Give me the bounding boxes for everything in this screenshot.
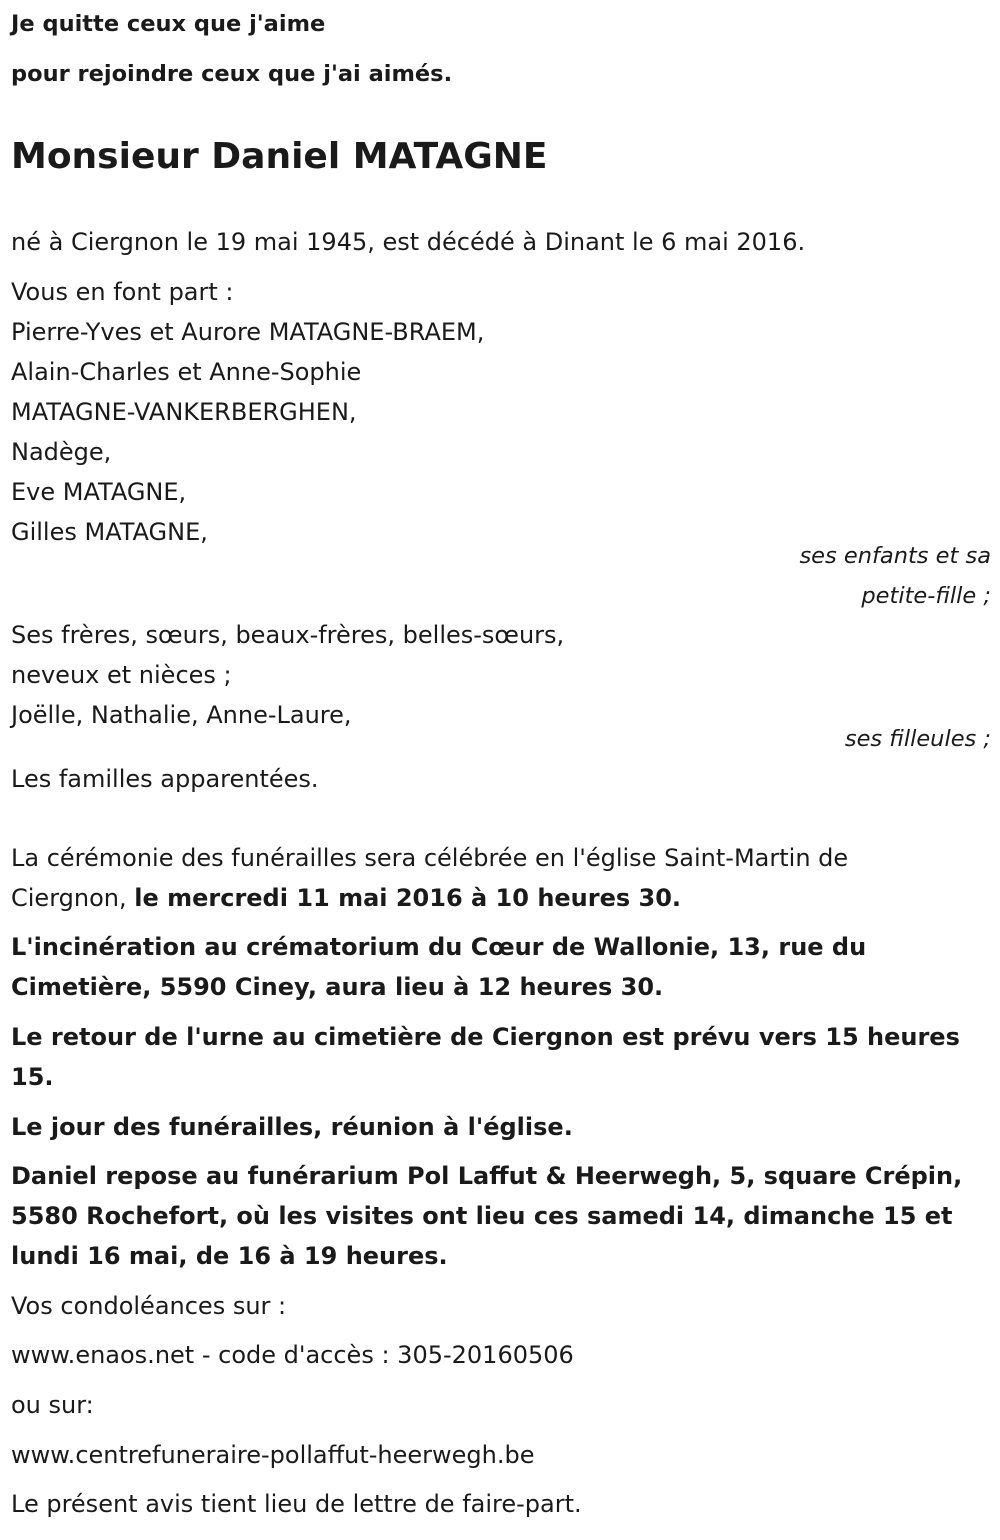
children-line-4: Nadège, xyxy=(11,438,112,466)
viewing-line-3: lundi 16 mai, de 16 à 19 heures. xyxy=(11,1242,448,1270)
cremation-line-2: Cimetière, 5590 Ciney, aura lieu à 12 heures 30. xyxy=(11,973,664,1001)
children-line-5: Eve MATAGNE, xyxy=(11,478,187,506)
ceremony-line-1: La cérémonie des funérailles sera célébrée en l'église Saint-Martin de xyxy=(11,844,849,872)
condolences-or: ou sur: xyxy=(11,1391,94,1419)
families-line: Les familles apparentées. xyxy=(11,765,319,793)
deceased-name-title: Monsieur Daniel MATAGNE xyxy=(11,136,548,177)
ceremony-place: Ciergnon, xyxy=(11,884,135,912)
viewing-line-1: Daniel repose au funérarium Pol Laffut & Heerwegh, 5, square Crépin, xyxy=(11,1162,963,1190)
ceremony-line-2 xyxy=(11,883,681,913)
cremation-line-1: L'incinération au crématorium du Cœur de Wallonie, 13, rue du xyxy=(11,933,867,961)
condolences-intro: Vos condoléances sur : xyxy=(11,1292,287,1320)
meeting-line: Le jour des funérailles, réunion à l'église. xyxy=(11,1113,573,1141)
announce-intro: Vous en font part : xyxy=(11,278,234,306)
urn-return-line-1: Le retour de l'urne au cimetière de Ciergnon est prévu vers 15 heures xyxy=(11,1023,960,1051)
children-line-2: Alain-Charles et Anne-Sophie xyxy=(11,358,362,386)
epigraph-line-2: pour rejoindre ceux que j'ai aimés. xyxy=(11,61,453,87)
children-line-6: Gilles MATAGNE, xyxy=(11,518,208,546)
closing-line: Le présent avis tient lieu de lettre de faire-part. xyxy=(11,1490,582,1518)
epigraph-line-1: Je quitte ceux que j'aime xyxy=(11,11,326,37)
condolences-website-2: www.centrefuneraire-pollaffut-heerwegh.be xyxy=(11,1441,535,1469)
siblings-line-1: Ses frères, sœurs, beaux-frères, belles-sœurs, xyxy=(11,621,565,649)
birth-death-line: né à Ciergnon le 19 mai 1945, est décédé à Dinant le 6 mai 2016. xyxy=(11,228,806,256)
condolences-website-1: www.enaos.net - code d'accès : 305-20160506 xyxy=(11,1341,574,1369)
ceremony-date: le mercredi 11 mai 2016 à 10 heures 30. xyxy=(134,884,682,912)
children-line-3: MATAGNE-VANKERBERGHEN, xyxy=(11,398,357,426)
urn-return-line-2: 15. xyxy=(11,1063,54,1091)
children-role-line-1: ses enfants et sa xyxy=(799,543,991,569)
goddaughters-names: Joëlle, Nathalie, Anne-Laure, xyxy=(11,701,352,729)
children-role-line-2: petite-fille ; xyxy=(861,583,991,609)
viewing-line-2: 5580 Rochefort, où les visites ont lieu ces samedi 14, dimanche 15 et xyxy=(11,1202,953,1230)
children-line-1: Pierre-Yves et Aurore MATAGNE-BRAEM, xyxy=(11,318,485,346)
goddaughters-role: ses filleules ; xyxy=(844,726,991,752)
siblings-line-2: neveux et nièces ; xyxy=(11,661,232,689)
